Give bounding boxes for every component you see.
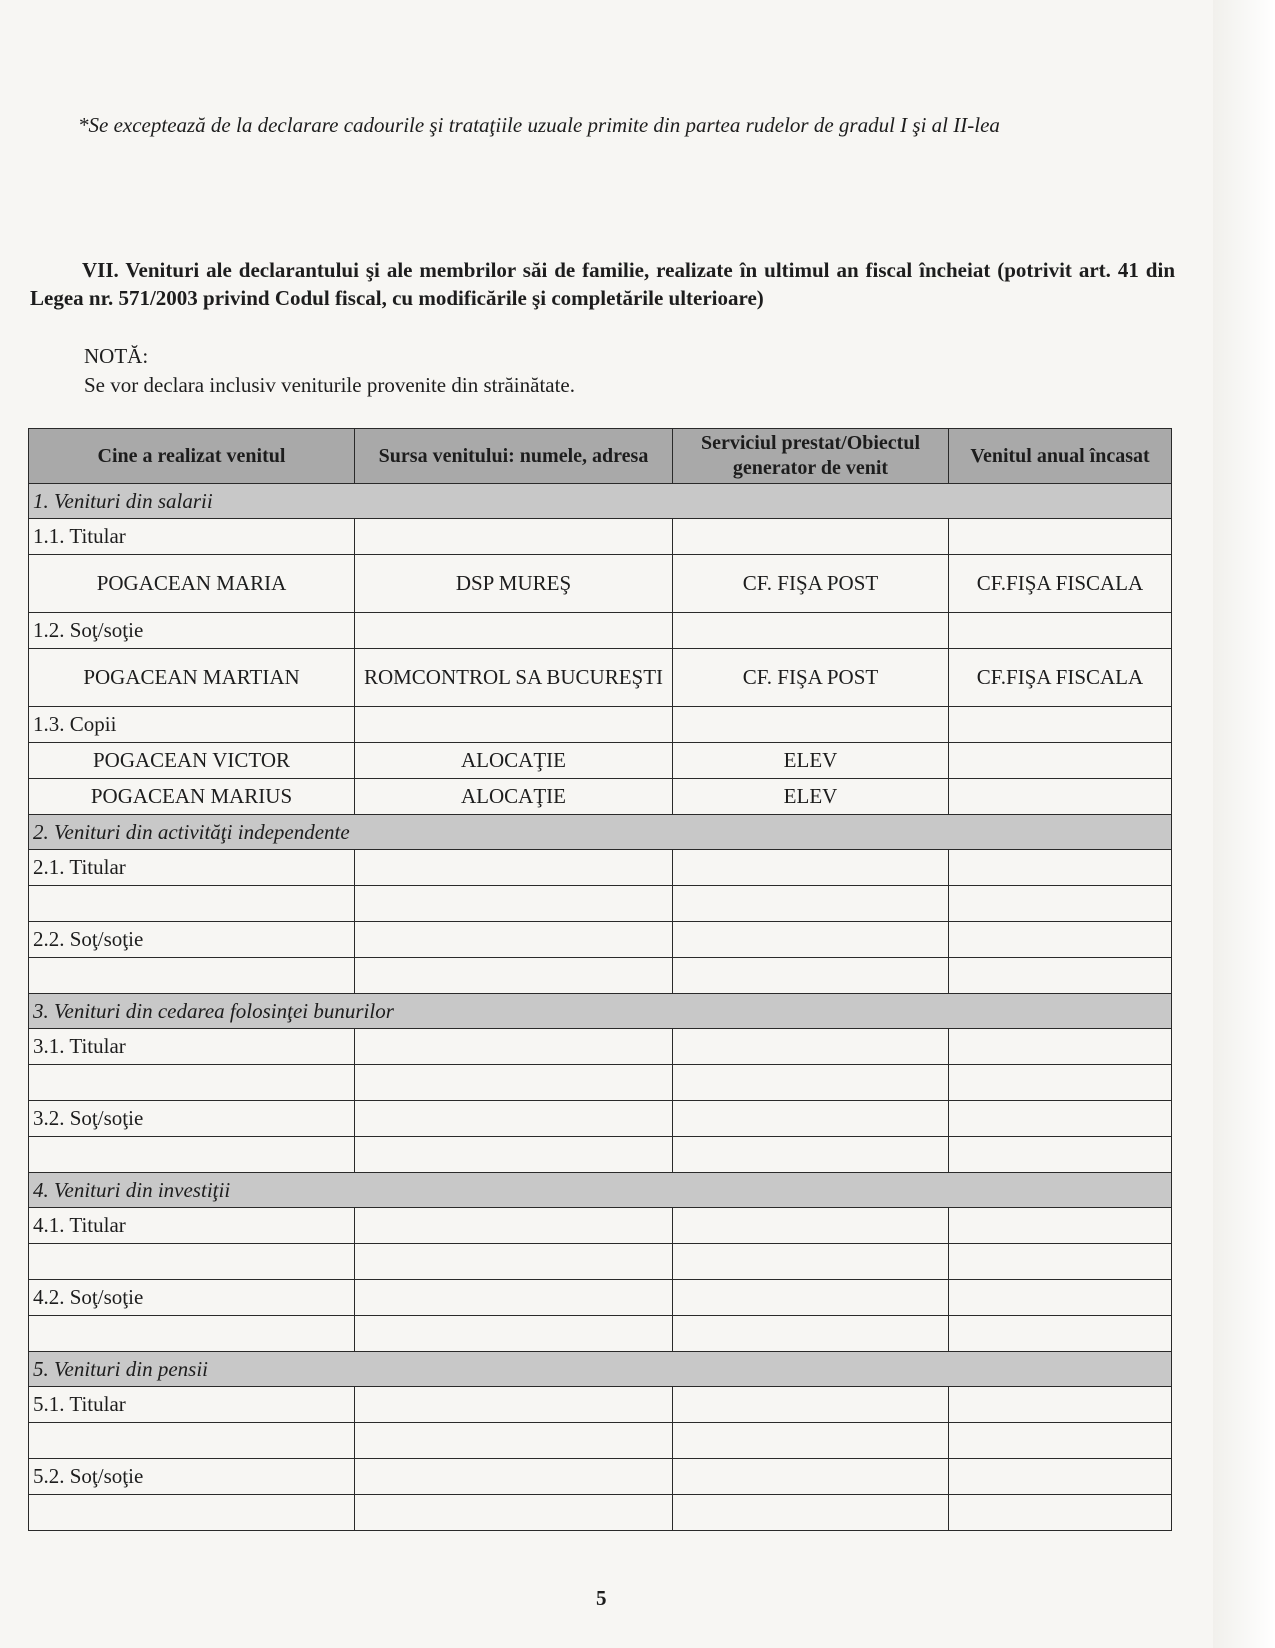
table-row [29,1029,1172,1065]
table-row [29,1244,1172,1280]
table-row [29,850,1172,886]
table-cell [673,1423,949,1459]
table-row [29,1280,1172,1316]
table-cell [673,886,949,922]
table-row [29,1316,1172,1352]
cell-service: CF. FIŞA POST [673,555,949,613]
row-label: 2.1. Titular [29,850,355,886]
table-row [29,707,1172,743]
table-row [29,1065,1172,1101]
cell-service: CF. FIŞA POST [673,649,949,707]
table-row [29,1423,1172,1459]
table-cell [949,707,1172,743]
row-label: 5.2. Soţ/soţie [29,1459,355,1495]
table-row [29,649,1172,707]
cell-income: CF.FIŞA FISCALA [949,649,1172,707]
table-cell [673,1208,949,1244]
table-row [29,1137,1172,1173]
table-row [29,613,1172,649]
cell-name: POGACEAN MARIA [29,555,355,613]
table-row [29,779,1172,815]
table-cell [673,1280,949,1316]
table-cell [355,1065,673,1101]
table-cell [29,1495,355,1531]
page-number: 5 [596,1586,607,1610]
table-cell [949,1137,1172,1173]
header-service: Serviciul prestat/Obiectul generator de venit [673,429,949,484]
table-row [29,886,1172,922]
table-cell [355,958,673,994]
category-row [29,1352,1172,1387]
cell-income [949,779,1172,815]
cell-source: ALOCAŢIE [355,743,673,779]
category-row [29,815,1172,850]
row-label: 3.1. Titular [29,1029,355,1065]
table-cell [355,707,673,743]
category-salaries: 1. Venituri din salarii [29,484,1172,519]
category-row [29,1173,1172,1208]
row-label: 3.2. Soţ/soţie [29,1101,355,1137]
table-cell [355,850,673,886]
table-row [29,1101,1172,1137]
income-table [28,428,1172,1531]
table-cell [673,1101,949,1137]
table-cell [29,1137,355,1173]
table-cell [355,1280,673,1316]
row-label: 4.1. Titular [29,1208,355,1244]
table-cell [355,1495,673,1531]
cell-name: POGACEAN VICTOR [29,743,355,779]
row-label: 1.2. Soţ/soţie [29,613,355,649]
table-cell [949,886,1172,922]
table-cell [29,1065,355,1101]
table-cell [355,1387,673,1423]
table-cell [355,1029,673,1065]
table-cell [355,1137,673,1173]
category-independent: 2. Venituri din activităţi independente [29,815,1172,850]
table-row [29,1208,1172,1244]
table-cell [949,613,1172,649]
row-label: 1.1. Titular [29,519,355,555]
table-cell [355,1244,673,1280]
table-cell [673,1459,949,1495]
table-cell [949,850,1172,886]
table-row [29,1387,1172,1423]
row-label: 1.3. Copii [29,707,355,743]
table-row [29,922,1172,958]
table-cell [355,1316,673,1352]
table-cell [355,886,673,922]
table-cell [949,1208,1172,1244]
category-investments: 4. Venituri din investiţii [29,1173,1172,1208]
category-pensions: 5. Venituri din pensii [29,1352,1172,1387]
table-cell [949,1459,1172,1495]
table-cell [949,1101,1172,1137]
table-cell [949,1065,1172,1101]
cell-source: DSP MUREŞ [355,555,673,613]
row-label: 4.2. Soţ/soţie [29,1280,355,1316]
table-cell [949,958,1172,994]
cell-name: POGACEAN MARIUS [29,779,355,815]
table-cell [949,1387,1172,1423]
table-cell [355,922,673,958]
table-cell [673,922,949,958]
table-cell [355,1459,673,1495]
table-cell [949,922,1172,958]
table-cell [673,1029,949,1065]
table-cell [355,613,673,649]
table-cell [949,1280,1172,1316]
note-text: Se vor declara inclusiv veniturile provenite din străinătate. [84,373,575,397]
cell-service: ELEV [673,779,949,815]
table-row [29,519,1172,555]
table-cell [673,850,949,886]
table-cell [949,1244,1172,1280]
table-row [29,1459,1172,1495]
header-source: Sursa venitului: numele, adresa [355,429,673,484]
table-cell [355,1208,673,1244]
table-cell [355,519,673,555]
table-cell [949,1029,1172,1065]
table-cell [29,886,355,922]
header-income: Venitul anual încasat [949,429,1172,484]
category-row [29,484,1172,519]
table-cell [673,1137,949,1173]
page-edge-shadow [1213,0,1275,1648]
note-label: NOTĂ: [84,344,149,368]
cell-source: ALOCAŢIE [355,779,673,815]
table-cell [29,1316,355,1352]
cell-source: ROMCONTROL SA BUCUREŞTI [355,649,673,707]
cell-service: ELEV [673,743,949,779]
category-row [29,994,1172,1029]
cell-name: POGACEAN MARTIAN [29,649,355,707]
table-cell [949,1495,1172,1531]
section-title: VII. Venituri ale declarantului şi ale membrilor săi de familie, realizate în ultimul an fiscal încheiat (potrivit art. 41 din Legea nr. 571/2003 privind Codul fiscal, cu modificările şi completările ulterioare) [30,258,1175,310]
row-label: 2.2. Soţ/soţie [29,922,355,958]
table-row [29,555,1172,613]
table-cell [29,958,355,994]
table-cell [355,1423,673,1459]
footnote: *Se exceptează de la declarare cadourile şi trataţiile uzuale primite din partea rudelor de gradul I şi al II-lea [78,113,1000,137]
cell-income [949,743,1172,779]
table-cell [673,707,949,743]
table-cell [673,613,949,649]
table-cell [673,519,949,555]
table-cell [673,1244,949,1280]
category-goods: 3. Venituri din cedarea folosinţei bunurilor [29,994,1172,1029]
table-cell [673,1316,949,1352]
table-cell [949,1316,1172,1352]
table-cell [673,1387,949,1423]
table-row [29,1495,1172,1531]
table-cell [355,1101,673,1137]
header-who: Cine a realizat venitul [29,429,355,484]
table-cell [673,1065,949,1101]
table-cell [949,519,1172,555]
row-label: 5.1. Titular [29,1387,355,1423]
cell-income: CF.FIŞA FISCALA [949,555,1172,613]
table-cell [673,958,949,994]
table-cell [29,1244,355,1280]
table-cell [949,1423,1172,1459]
table-row [29,958,1172,994]
table-cell [29,1423,355,1459]
table-cell [673,1495,949,1531]
table-row [29,743,1172,779]
table-header-row [29,429,1172,484]
